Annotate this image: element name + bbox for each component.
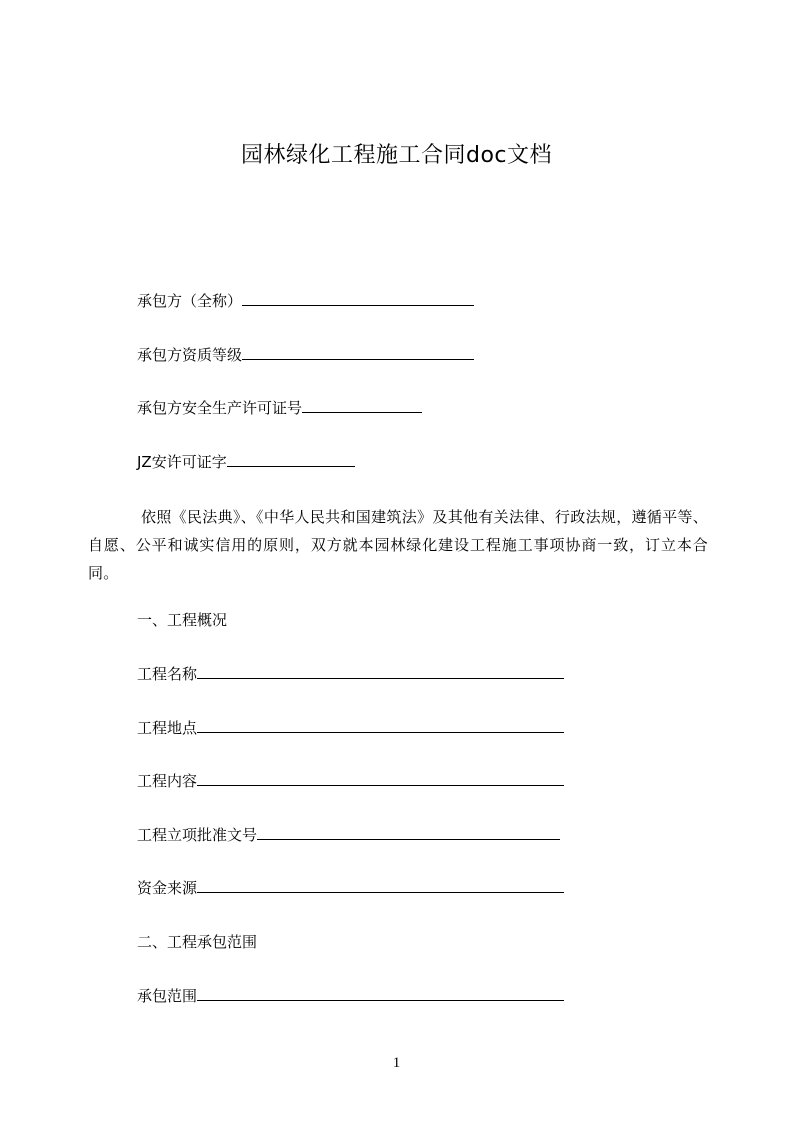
field-funding-source [137, 877, 564, 899]
field-contractor-name [137, 290, 474, 312]
fill-blank [242, 290, 474, 306]
section1-heading: 一、工程概况 [137, 611, 228, 629]
field-project-content [137, 770, 564, 792]
fill-blank [197, 717, 564, 733]
fill-blank [302, 397, 422, 413]
field-project-name [137, 663, 564, 685]
field-contractor-qualification [137, 344, 474, 366]
fill-blank [257, 824, 560, 840]
fill-blank [242, 344, 474, 360]
field-safety-license [137, 397, 422, 419]
field-label: 工程名称 [137, 665, 198, 683]
field-label: 资金来源 [137, 879, 198, 897]
fill-blank [197, 985, 564, 1001]
field-label: 承包方资质等级 [137, 346, 243, 364]
fill-blank [197, 877, 564, 893]
field-label: 工程地点 [137, 719, 198, 737]
field-label: 承包方（全称） [137, 292, 243, 310]
field-label: 承包范围 [137, 987, 198, 1005]
field-label: 承包方安全生产许可证号 [137, 399, 303, 417]
field-project-location [137, 717, 564, 739]
document-title: 园林绿化工程施工合同doc文档 [240, 143, 553, 168]
field-label: 工程立项批准文号 [137, 826, 258, 844]
page-number: 1 [392, 1055, 401, 1071]
field-contract-scope [137, 985, 564, 1007]
intro-paragraph: 依照《民法典》、《中华人民共和国建筑法》及其他有关法律、行政法规，遵循平等、自愿、公平和诚实信用的原则，双方就本园林绿化建设工程施工事项协商一致，订立本合同。 [88, 508, 708, 582]
fill-blank [197, 770, 564, 786]
field-approval-number [137, 824, 560, 846]
field-label: JZ安许可证字 [137, 453, 227, 471]
field-jz-license [137, 451, 355, 473]
fill-blank [197, 663, 564, 679]
section2-heading: 二、工程承包范围 [137, 933, 258, 951]
field-label: 工程内容 [137, 772, 198, 790]
fill-blank [227, 451, 355, 467]
